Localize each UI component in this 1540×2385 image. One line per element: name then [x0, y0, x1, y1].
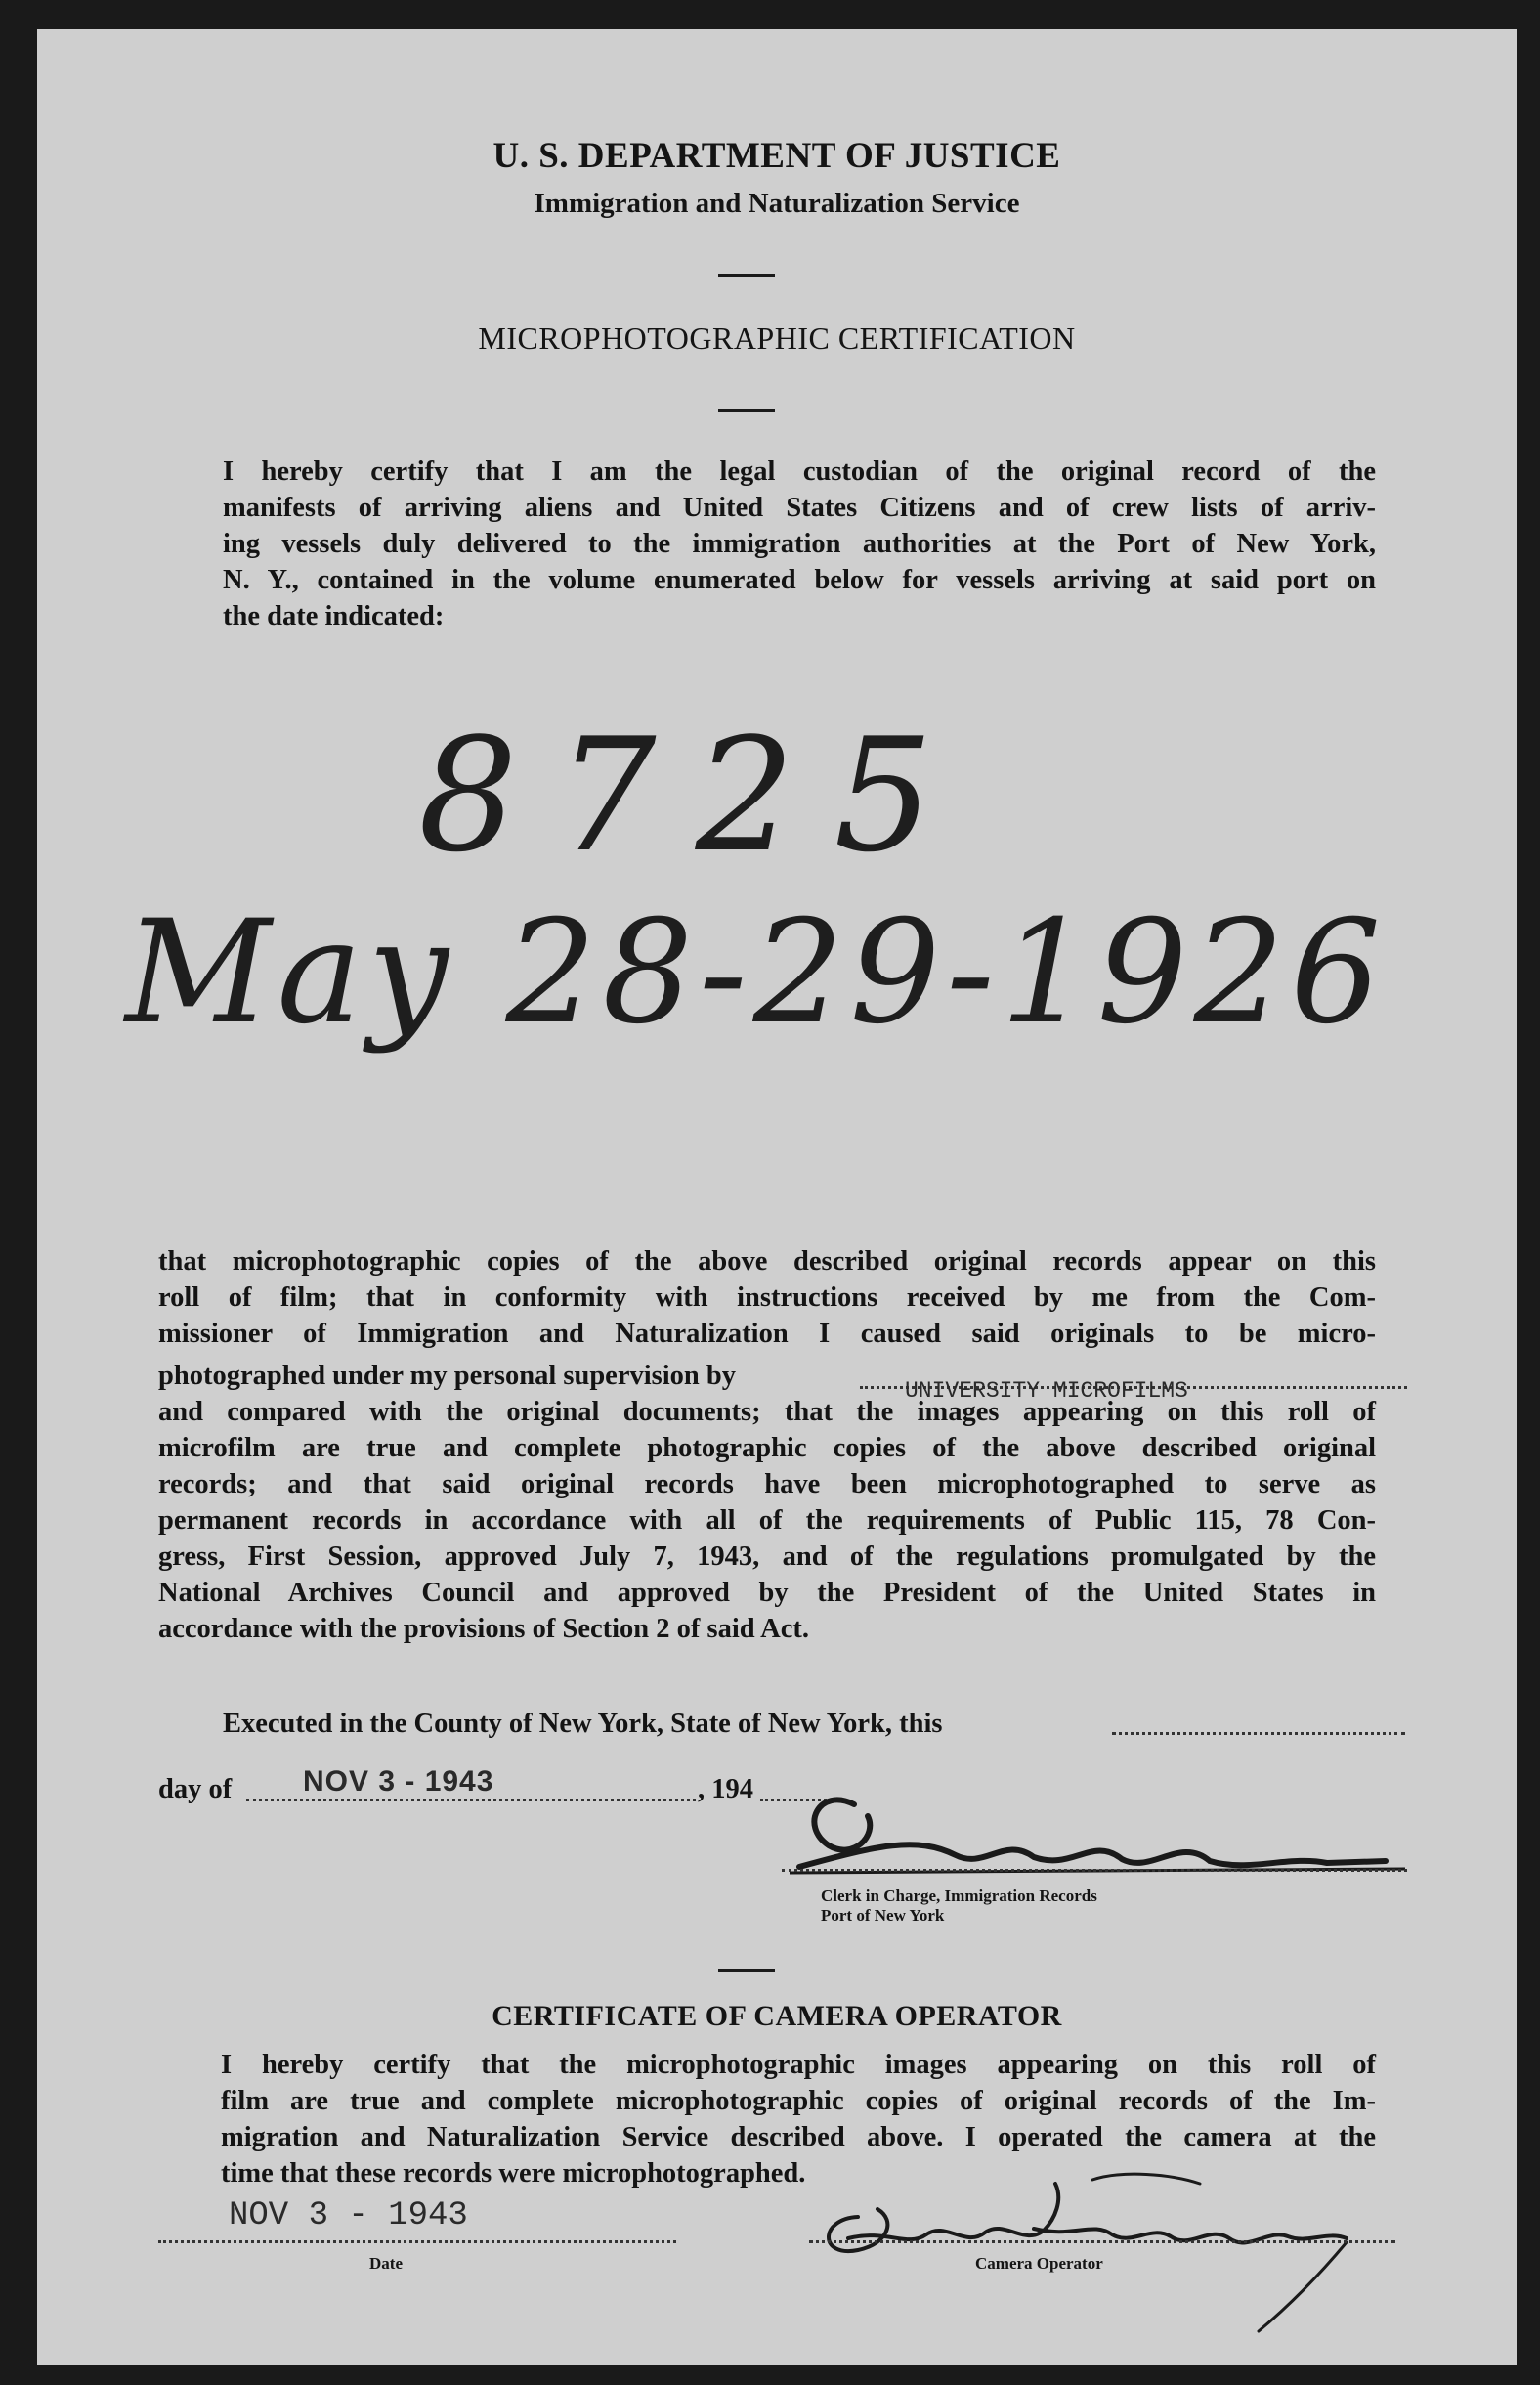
clerk-port-line: Port of New York [821, 1906, 945, 1925]
handwritten-date: May 28-29-1926 [125, 889, 1388, 1056]
paragraph-line: the date indicated: [223, 601, 445, 631]
department-heading: U. S. DEPARTMENT OF JUSTICE [492, 136, 1061, 176]
paragraph-line: missioner of Immigration and Naturalization I caused said originals to be micro- [158, 1319, 1376, 1349]
paragraph-line: N. Y., contained in the volume enumerated below for vessels arriving at said port on [223, 565, 1376, 595]
executed-dotted-line [1112, 1732, 1405, 1735]
executed-statement: Executed in the County of New York, State of New York, this [223, 1709, 943, 1739]
date-stamp: NOV 3 - 1943 [303, 1765, 494, 1798]
camera-operator-signature [799, 2160, 1405, 2336]
microfilmer-typed-name: UNIVERSITY MICROFILMS [905, 1378, 1188, 1404]
date-dotted-line [158, 2240, 676, 2243]
clerk-signature-line [782, 1869, 1407, 1872]
paragraph-line: records; and that said original records have been microphotographed to serve as [158, 1469, 1376, 1499]
date-caption: Date [369, 2254, 403, 2273]
divider-rule [718, 1969, 775, 1972]
clerk-title-line: Clerk in Charge, Immigration Records [821, 1886, 1097, 1905]
paragraph-line: and compared with the original documents; that the images appearing on this roll of [158, 1397, 1376, 1427]
camera-operator-caption: Camera Operator [975, 2254, 1103, 2273]
divider-rule [718, 274, 775, 277]
service-subheading: Immigration and Naturalization Service [534, 188, 1020, 219]
paragraph-line: roll of film; that in conformity with instructions received by me from the Com- [158, 1282, 1376, 1313]
paragraph-line: gress, First Session, approved July 7, 1943, and of the regulations promulgated by the [158, 1541, 1376, 1572]
paragraph-line: time that these records were microphotographed. [221, 2158, 806, 2189]
paragraph-line: microfilm are true and complete photographic copies of the above described original [158, 1433, 1376, 1463]
operator-dotted-line [809, 2240, 1395, 2243]
divider-rule [718, 409, 775, 412]
paragraph-line: I hereby certify that the microphotographic images appearing on this roll of [221, 2050, 1376, 2080]
paragraph-line: I hereby certify that I am the legal custodian of the original record of the [223, 456, 1376, 487]
paragraph-line: National Archives Council and approved by the President of the United States in [158, 1578, 1376, 1608]
paragraph-line: that microphotographic copies of the above described original records appear on this [158, 1246, 1376, 1277]
microphotograph-paragraph [158, 1243, 1376, 1647]
year-prefix: , 194 [698, 1774, 753, 1804]
paragraph-line: migration and Naturalization Service described above. I operated the camera at the [221, 2122, 1376, 2152]
day-of-label: day of [158, 1774, 233, 1804]
operator-date-stamp: NOV 3 - 1943 [229, 2197, 468, 2234]
paragraph-line: ing vessels duly delivered to the immigration authorities at the Port of New York, [223, 529, 1376, 559]
day-dotted-line [246, 1799, 696, 1801]
paragraph-line: photographed under my personal supervision by [158, 1361, 736, 1391]
certificate-sheet [37, 29, 1517, 2365]
paragraph-line: film are true and complete microphotographic copies of original records of the Im- [221, 2086, 1376, 2116]
document-title: MICROPHOTOGRAPHIC CERTIFICATION [478, 321, 1076, 356]
clerk-title [821, 1886, 1097, 1926]
paragraph-line: permanent records in accordance with all of the requirements of Public 115, 78 Con- [158, 1505, 1376, 1536]
paragraph-line: manifests of arriving aliens and United States Citizens and of crew lists of arriv- [223, 493, 1376, 523]
custodian-paragraph [158, 454, 1376, 634]
handwritten-volume-number: 8725 [418, 704, 973, 887]
camera-certificate-heading: CERTIFICATE OF CAMERA OPERATOR [492, 2000, 1062, 2032]
paragraph-line: accordance with the provisions of Section 2 of said Act. [158, 1614, 810, 1644]
